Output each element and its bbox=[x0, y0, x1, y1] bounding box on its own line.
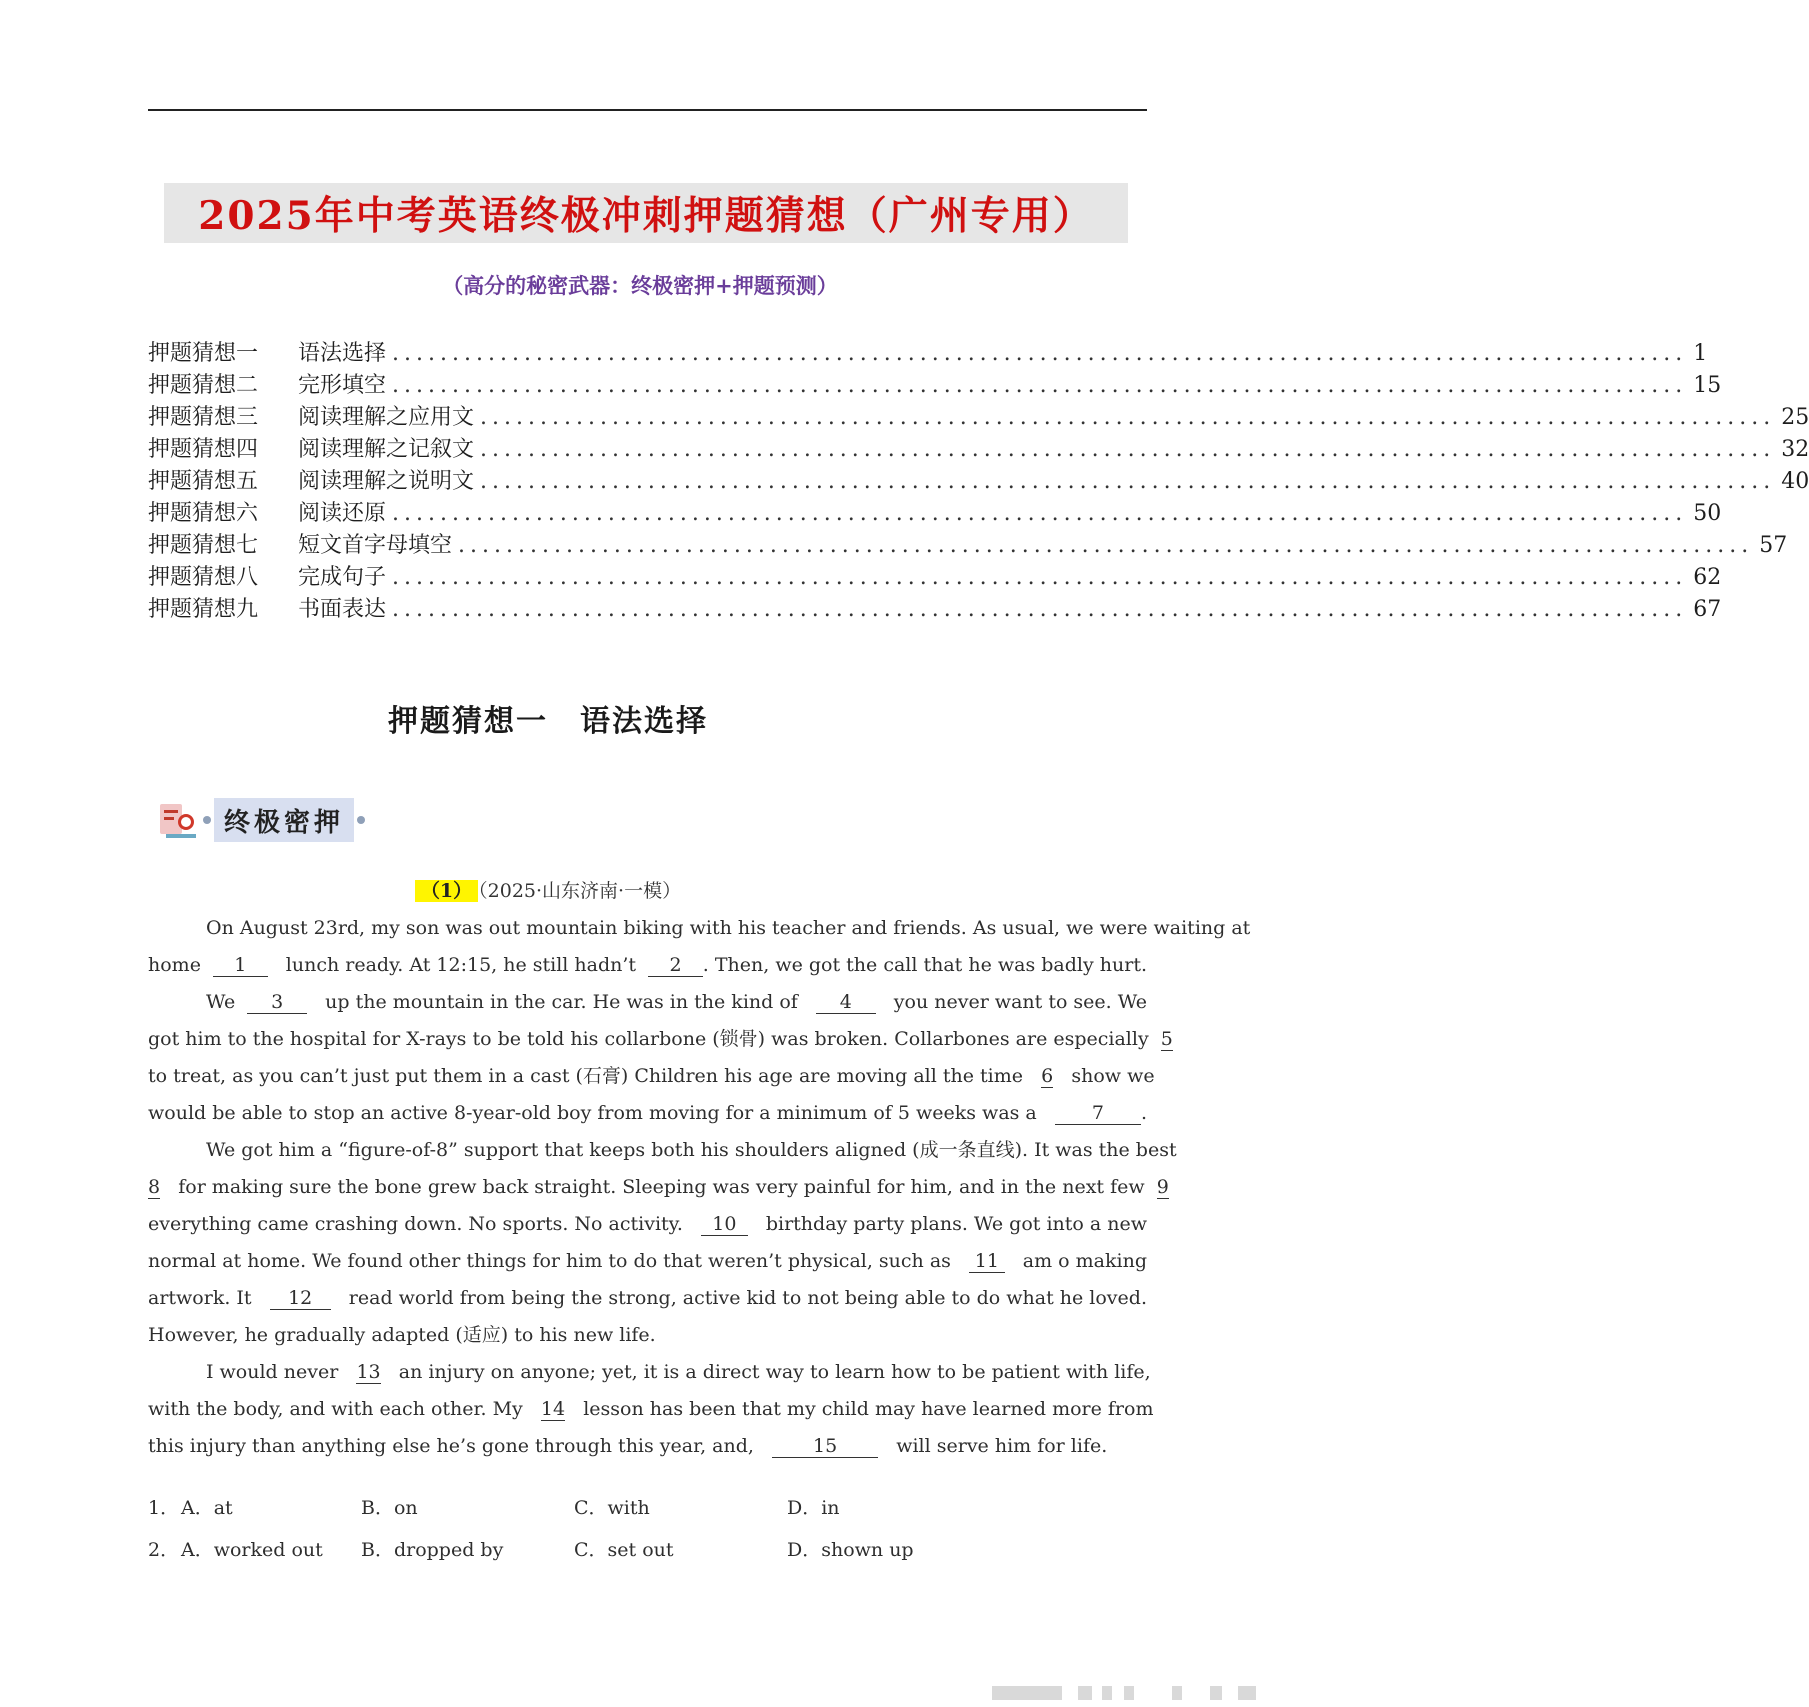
toc-item-number: 押题猜想九 bbox=[148, 597, 259, 622]
toc-item-number: 押题猜想二 bbox=[148, 373, 259, 398]
toc-leader-dots: ............................................................................................................ bbox=[392, 341, 1688, 366]
option-row bbox=[148, 1487, 1147, 1529]
toc-item-name: 阅读理解之应用文 bbox=[298, 405, 475, 430]
target-icon bbox=[160, 800, 200, 840]
toc-item[interactable] bbox=[148, 336, 1708, 368]
option-c[interactable]: C．with bbox=[574, 1497, 650, 1519]
option-number: 1． bbox=[148, 1497, 180, 1519]
toc-item[interactable] bbox=[148, 400, 1809, 432]
toc-item-page: 50 bbox=[1693, 501, 1722, 526]
toc-item-number: 押题猜想四 bbox=[148, 437, 259, 462]
passage-line: to treat, as you can’t just put them in a cast (石膏) Children his age are moving all the time 6 show we bbox=[148, 1065, 1155, 1087]
blank-11[interactable]: 11 bbox=[969, 1250, 1005, 1273]
toc-item-page: 57 bbox=[1759, 533, 1788, 558]
toc-item[interactable] bbox=[148, 560, 1722, 592]
section-badge bbox=[160, 797, 368, 843]
passage-line: We 3 up the mountain in the car. He was in the kind of 4 you never want to see. We bbox=[206, 991, 1147, 1013]
toc-leader-dots: ............................................................................................................ bbox=[392, 565, 1688, 590]
blank-3[interactable]: 3 bbox=[247, 991, 307, 1014]
option-a[interactable]: A．at bbox=[181, 1497, 233, 1519]
toc-item-page: 15 bbox=[1693, 373, 1722, 398]
passage-line: home 1 lunch ready. At 12:15, he still hadn’t 2 . Then, we got the call that he was badly hurt. bbox=[148, 954, 1147, 976]
toc-item-name: 书面表达 bbox=[298, 597, 387, 622]
passage-line: this injury than anything else he’s gone through this year, and, 15 will serve him for life. bbox=[148, 1435, 1108, 1457]
blank-7[interactable]: 7 bbox=[1055, 1102, 1141, 1125]
document-subtitle: （高分的秘密武器：终极密押+押题预测） bbox=[442, 273, 838, 298]
toc-item[interactable] bbox=[148, 432, 1809, 464]
toc-item-page: 40 bbox=[1781, 469, 1809, 494]
toc-leader-dots: ............................................................................................................ bbox=[480, 405, 1776, 430]
toc-item-number: 押题猜想六 bbox=[148, 501, 259, 526]
passage-line: 8 for making sure the bone grew back straight. Sleeping was very painful for him, and in the next few 9 bbox=[148, 1176, 1169, 1198]
document-title-box bbox=[164, 183, 1128, 243]
passage-line: everything came crashing down. No sports. No activity. 10 birthday party plans. We got into a new bbox=[148, 1213, 1147, 1235]
badge-label: 终极密押 bbox=[214, 798, 354, 842]
toc-leader-dots: ............................................................................................................ bbox=[480, 469, 1776, 494]
toc-leader-dots: ............................................................................................................ bbox=[392, 501, 1688, 526]
toc-item-name: 完成句子 bbox=[298, 565, 387, 590]
toc-item-name: 语法选择 bbox=[298, 341, 387, 366]
toc-item[interactable] bbox=[148, 528, 1788, 560]
scroll-indicator[interactable] bbox=[992, 1686, 1262, 1700]
toc-item-number: 押题猜想三 bbox=[148, 405, 259, 430]
toc-item-name: 阅读理解之记叙文 bbox=[298, 437, 475, 462]
dot-icon bbox=[203, 816, 211, 824]
blank-13[interactable]: 13 bbox=[356, 1361, 381, 1383]
passage-line: normal at home. We found other things for him to do that weren’t physical, such as 11 am o making bbox=[148, 1250, 1147, 1272]
blank-9[interactable]: 9 bbox=[1156, 1176, 1169, 1198]
option-b[interactable]: B．dropped by bbox=[361, 1539, 504, 1561]
toc-leader-dots: ............................................................................................................ bbox=[392, 373, 1688, 398]
option-number: 2． bbox=[148, 1539, 180, 1561]
toc-item-number: 押题猜想一 bbox=[148, 341, 259, 366]
option-d[interactable]: D．shown up bbox=[787, 1539, 914, 1561]
toc-item[interactable] bbox=[148, 496, 1722, 528]
question-source: （2025·山东济南·一模） bbox=[478, 880, 682, 902]
toc-item[interactable] bbox=[148, 464, 1809, 496]
table-of-contents bbox=[148, 336, 1809, 624]
toc-item-page: 32 bbox=[1781, 437, 1809, 462]
toc-item[interactable] bbox=[148, 592, 1722, 624]
section-title: 押题猜想一 语法选择 bbox=[388, 704, 708, 739]
passage-line: artwork. It 12 read world from being the strong, active kid to not being able to do what he loved. bbox=[148, 1287, 1147, 1309]
option-b[interactable]: B．on bbox=[361, 1497, 418, 1519]
toc-leader-dots: ............................................................................................................ bbox=[458, 533, 1754, 558]
blank-14[interactable]: 14 bbox=[540, 1398, 566, 1420]
toc-item-number: 押题猜想七 bbox=[148, 533, 259, 558]
blank-2[interactable]: 2 bbox=[648, 954, 703, 977]
question-header bbox=[0, 876, 1096, 903]
blank-5[interactable]: 5 bbox=[1160, 1028, 1173, 1050]
question-number: （1） bbox=[415, 880, 478, 902]
passage-line: would be able to stop an active 8-year-old boy from moving for a minimum of 5 weeks was a 7 . bbox=[148, 1102, 1147, 1124]
toc-item[interactable] bbox=[148, 368, 1722, 400]
toc-item-name: 阅读理解之说明文 bbox=[298, 469, 475, 494]
option-a[interactable]: A．worked out bbox=[181, 1539, 323, 1561]
blank-1[interactable]: 1 bbox=[213, 954, 268, 977]
blank-10[interactable]: 10 bbox=[701, 1213, 748, 1236]
passage-line: On August 23rd, my son was out mountain biking with his teacher and friends. As usual, we were waiting at bbox=[206, 917, 1251, 939]
toc-item-name: 阅读还原 bbox=[298, 501, 387, 526]
blank-6[interactable]: 6 bbox=[1041, 1065, 1054, 1087]
answer-options bbox=[148, 1487, 1147, 1571]
toc-item-page: 67 bbox=[1693, 597, 1722, 622]
dot-icon bbox=[357, 816, 365, 824]
option-row bbox=[148, 1529, 1147, 1571]
toc-item-page: 62 bbox=[1693, 565, 1722, 590]
toc-item-number: 押题猜想八 bbox=[148, 565, 259, 590]
toc-leader-dots: ............................................................................................................ bbox=[392, 597, 1688, 622]
blank-4[interactable]: 4 bbox=[816, 991, 876, 1014]
toc-leader-dots: ............................................................................................................ bbox=[480, 437, 1776, 462]
blank-12[interactable]: 12 bbox=[270, 1287, 331, 1310]
toc-item-page: 1 bbox=[1693, 341, 1708, 366]
passage-line: got him to the hospital for X-rays to be told his collarbone (锁骨) was broken. Collarbones are especially 5 bbox=[148, 1028, 1173, 1050]
passage-line: We got him a “figure-of-8” support that keeps both his shoulders aligned (成一条直线). It was the best bbox=[206, 1139, 1177, 1161]
passage-line: I would never 13 an injury on anyone; yet, it is a direct way to learn how to be patient with life, bbox=[206, 1361, 1151, 1383]
option-d[interactable]: D．in bbox=[787, 1497, 840, 1519]
toc-item-name: 短文首字母填空 bbox=[298, 533, 453, 558]
blank-15[interactable]: 15 bbox=[772, 1435, 878, 1458]
reading-passage bbox=[148, 910, 1251, 1465]
passage-line: However, he gradually adapted (适应) to his new life. bbox=[148, 1324, 656, 1346]
passage-line: with the body, and with each other. My 14 lesson has been that my child may have learned more from bbox=[148, 1398, 1154, 1420]
toc-item-page: 25 bbox=[1781, 405, 1809, 430]
document-title: 2025年中考英语终极冲刺押题猜想（广州专用） bbox=[198, 193, 1094, 239]
toc-item-number: 押题猜想五 bbox=[148, 469, 259, 494]
option-c[interactable]: C．set out bbox=[574, 1539, 674, 1561]
top-rule bbox=[148, 109, 1147, 111]
toc-item-name: 完形填空 bbox=[298, 373, 387, 398]
blank-8[interactable]: 8 bbox=[148, 1176, 161, 1198]
